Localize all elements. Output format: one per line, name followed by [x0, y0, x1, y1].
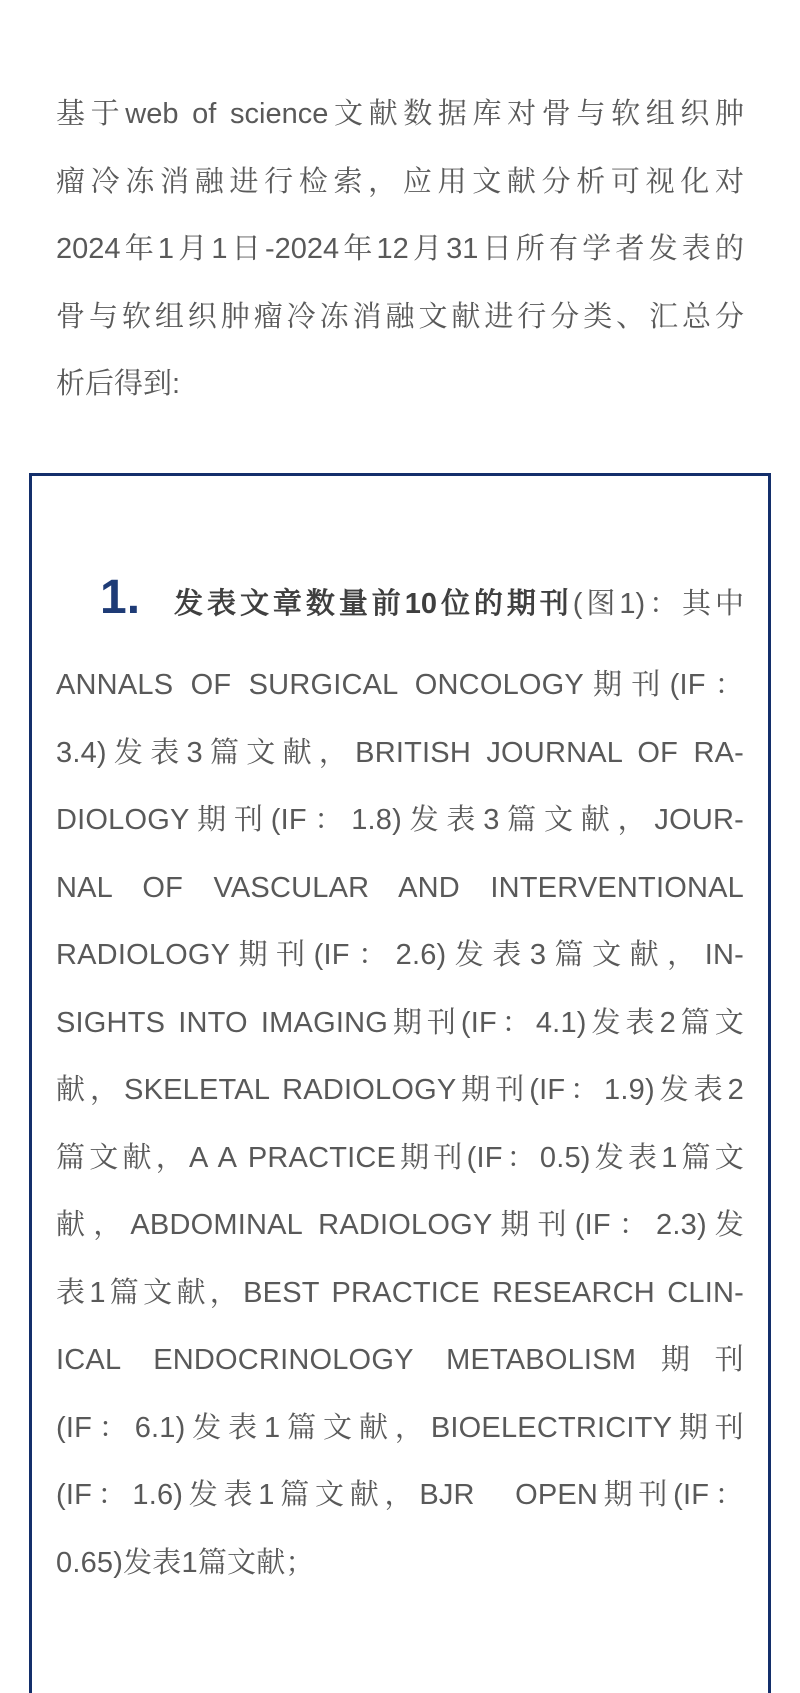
- text-line: ANNALS OF SURGICAL ONCOLOGY期刊(IF：: [56, 669, 744, 701]
- text-line: 2024年1月1日-2024年12月31日所有学者发表的: [56, 233, 744, 265]
- numbered-item-box: [29, 473, 771, 1693]
- text-line: 析后得到:: [56, 368, 181, 400]
- text-line: 3.4)发表3篇文献，BRITISH JOURNAL OF RA-: [56, 736, 744, 769]
- item-heading-bold-text: 发表文章数量前10位的期刊: [174, 588, 573, 620]
- item-heading-rest-text: (图1)：其中: [572, 588, 744, 620]
- text-line: ICAL ENDOCRINOLOGY METABOLISM期刊: [56, 1344, 744, 1376]
- box-content: [32, 476, 768, 1597]
- item-heading: [56, 562, 744, 640]
- text-line: 骨与软组织肿瘤冷冻消融文献进行分类、汇总分: [56, 300, 744, 333]
- item-number: 1.: [100, 571, 141, 624]
- text-line: 瘤冷冻消融进行检索，应用文献分析可视化对: [56, 165, 744, 198]
- intro-paragraph: [56, 81, 744, 419]
- text-line: NAL OF VASCULAR AND INTERVENTIONAL: [56, 871, 744, 904]
- journal-stats-paragraph: [56, 652, 744, 1597]
- text-line: SIGHTS INTO IMAGING期刊(IF：4.1)发表2篇文: [56, 1006, 744, 1039]
- text-line: DIOLOGY期刊(IF：1.8)发表3篇文献，JOUR-: [56, 804, 744, 836]
- text-line: 献，ABDOMINAL RADIOLOGY期刊(IF：2.3)发: [56, 1209, 744, 1241]
- text-line: 献，SKELETAL RADIOLOGY期刊(IF：1.9)发表2: [56, 1074, 744, 1106]
- text-line: 基于web of science文献数据库对骨与软组织肿: [56, 98, 744, 130]
- text-line: 篇文献，A A PRACTICE期刊(IF：0.5)发表1篇文: [56, 1141, 744, 1174]
- text-line: 0.65)发表1篇文献；: [56, 1546, 315, 1579]
- text-line: 表1篇文献，BEST PRACTICE RESEARCH CLIN-: [56, 1276, 744, 1309]
- text-line: RADIOLOGY期刊(IF：2.6)发表3篇文献，IN-: [56, 939, 744, 971]
- text-line: (IF：6.1)发表1篇文献，BIOELECTRICITY期刊: [56, 1411, 744, 1444]
- text-line: (IF：1.6)发表1篇文献，BJR OPEN期刊(IF：: [56, 1479, 744, 1511]
